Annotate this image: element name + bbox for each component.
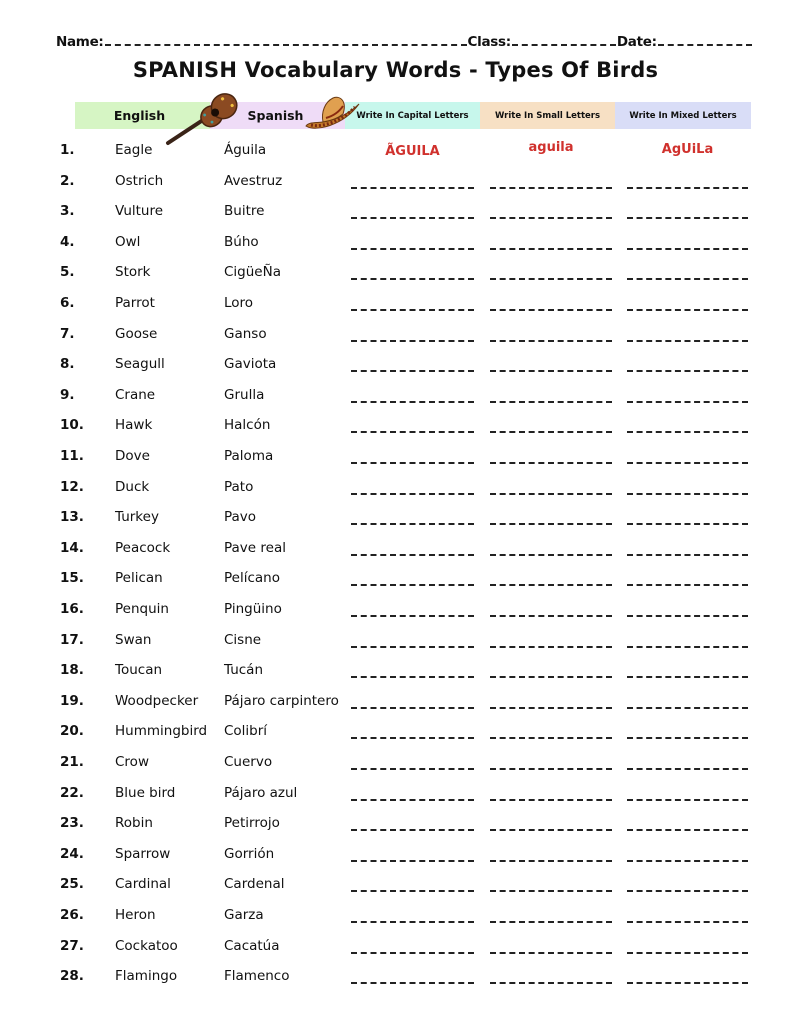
spanish-word: Tucán — [224, 662, 264, 679]
row-number: 1. — [60, 142, 75, 158]
mixed-letters-blank[interactable] — [627, 968, 748, 984]
row-number: 17. — [60, 631, 84, 648]
capital-letters-blank[interactable] — [351, 662, 474, 678]
row-number: 2. — [60, 172, 75, 189]
english-word: Blue bird — [115, 784, 176, 801]
table-row — [0, 876, 791, 898]
spanish-word: CigüeÑa — [224, 264, 281, 281]
small-letters-blank[interactable] — [490, 907, 612, 923]
row-number: 5. — [60, 264, 75, 281]
student-info-line — [56, 32, 748, 52]
table-row — [0, 142, 791, 164]
capital-letters-blank[interactable] — [351, 326, 474, 342]
capital-letters-blank[interactable] — [351, 754, 474, 770]
row-number: 8. — [60, 356, 75, 373]
table-row — [0, 693, 791, 715]
small-letters-blank[interactable] — [490, 479, 612, 495]
english-word: Pelican — [115, 570, 163, 587]
table-row — [0, 234, 791, 256]
spanish-word: Cuervo — [224, 754, 273, 770]
mixed-letters-blank[interactable] — [627, 815, 748, 831]
row-number: 7. — [60, 325, 75, 342]
row-number: 14. — [60, 539, 84, 556]
date-field[interactable] — [658, 32, 752, 46]
table-row — [0, 846, 791, 868]
spanish-word: Pato — [224, 478, 254, 495]
spanish-word: Pelícano — [224, 570, 280, 587]
mixed-letters-blank[interactable] — [627, 754, 748, 770]
column-header-spanish-label: Spanish — [247, 108, 304, 123]
spanish-word: Pájaro azul — [224, 784, 298, 801]
mixed-letters-blank[interactable] — [627, 356, 748, 372]
guitar-icon — [162, 90, 242, 148]
mixed-letters-blank[interactable] — [627, 448, 748, 464]
english-word: Parrot — [115, 295, 155, 311]
class-field[interactable] — [512, 32, 616, 46]
row-number: 15. — [60, 570, 84, 587]
capital-letters-blank[interactable] — [351, 693, 474, 709]
table-row — [0, 754, 791, 776]
mixed-letters-blank[interactable] — [627, 509, 748, 525]
small-letters-blank[interactable] — [490, 693, 612, 709]
small-letters-blank[interactable] — [490, 754, 612, 770]
spanish-word: Paloma — [224, 448, 274, 464]
english-word: Woodpecker — [115, 692, 199, 709]
table-row — [0, 540, 791, 562]
english-word: Goose — [115, 325, 158, 342]
date-label: Date: — [616, 34, 657, 50]
english-word: Peacock — [115, 539, 171, 556]
row-number: 21. — [60, 754, 84, 770]
class-label: Class: — [467, 34, 511, 50]
english-word: Duck — [115, 478, 150, 495]
mixed-letters-blank[interactable] — [627, 540, 748, 556]
table-row — [0, 173, 791, 195]
mixed-letters-blank[interactable] — [627, 938, 748, 954]
english-word: Hummingbird — [115, 723, 208, 740]
capital-letters-blank[interactable] — [351, 356, 474, 372]
mixed-letters-blank[interactable] — [627, 693, 748, 709]
spanish-word: Gorrión — [224, 845, 275, 862]
small-letters-blank[interactable] — [490, 938, 612, 954]
row-number: 12. — [60, 478, 84, 495]
row-number: 23. — [60, 815, 84, 832]
mixed-letters-blank[interactable] — [627, 723, 748, 739]
small-letters-blank[interactable] — [490, 570, 612, 586]
table-row — [0, 509, 791, 531]
capital-letters-blank[interactable] — [351, 448, 474, 464]
row-number: 4. — [60, 233, 75, 250]
small-letters-blank[interactable] — [490, 846, 612, 862]
row-number: 3. — [60, 203, 75, 220]
spanish-word: Pave real — [224, 539, 286, 556]
capital-letters-blank[interactable] — [351, 264, 474, 280]
english-word: Crane — [115, 386, 156, 403]
english-word: Sparrow — [115, 845, 171, 862]
mixed-letters-blank[interactable] — [627, 295, 748, 311]
capital-letters-blank[interactable] — [351, 968, 474, 984]
column-header-capital — [345, 102, 480, 129]
spanish-word: Buitre — [224, 203, 265, 220]
sombrero-icon — [303, 92, 363, 134]
table-row — [0, 968, 791, 990]
row-number: 9. — [60, 386, 75, 403]
table-row — [0, 295, 791, 317]
english-word: Cockatoo — [115, 937, 178, 954]
spanish-word: Búho — [224, 233, 259, 250]
spanish-word: Ganso — [224, 325, 267, 342]
small-letters-blank[interactable] — [490, 264, 612, 280]
mixed-letters-blank[interactable] — [627, 632, 748, 648]
small-letters-blank[interactable] — [490, 876, 612, 892]
table-row — [0, 264, 791, 286]
table-row — [0, 417, 791, 439]
small-letters-blank[interactable] — [490, 785, 612, 801]
small-letters-blank[interactable] — [490, 509, 612, 525]
capital-letters-blank[interactable] — [351, 907, 474, 923]
capital-letters-blank[interactable] — [351, 387, 474, 403]
spanish-word: Cisne — [224, 631, 262, 648]
spanish-word: Petirrojo — [224, 815, 280, 832]
row-number: 16. — [60, 601, 84, 617]
small-letters-blank[interactable] — [490, 968, 612, 984]
spanish-word: Flamenco — [224, 968, 290, 985]
small-letters-blank[interactable] — [490, 326, 612, 342]
mixed-letters-blank[interactable] — [627, 907, 748, 923]
mixed-letters-blank[interactable] — [627, 479, 748, 495]
small-letters-blank[interactable] — [490, 203, 612, 219]
row-number: 6. — [60, 295, 75, 311]
small-letters-blank[interactable] — [490, 815, 612, 831]
mixed-letters-blank[interactable] — [627, 601, 748, 617]
small-letters-blank[interactable] — [490, 540, 612, 556]
mixed-letters-blank[interactable] — [627, 203, 748, 219]
mixed-letters-blank[interactable] — [627, 417, 748, 433]
capital-letters-blank[interactable] — [351, 234, 474, 250]
english-word: Hawk — [115, 417, 153, 434]
english-word: Flamingo — [115, 968, 178, 985]
row-number: 26. — [60, 907, 84, 923]
table-row — [0, 570, 791, 592]
table-row — [0, 203, 791, 225]
capital-letters-blank[interactable] — [351, 632, 474, 648]
column-header-mixed-label: Write In Mixed Letters — [629, 110, 737, 121]
row-number: 24. — [60, 845, 84, 862]
table-row — [0, 632, 791, 654]
table-row — [0, 326, 791, 348]
row-number: 13. — [60, 509, 84, 526]
row-number: 18. — [60, 662, 84, 679]
capital-letters-blank[interactable] — [351, 785, 474, 801]
spanish-word: Garza — [224, 907, 264, 923]
english-word: Eagle — [115, 142, 153, 158]
column-header-capital-label: Write In Capital Letters — [356, 110, 469, 121]
mixed-letters-blank[interactable] — [627, 173, 748, 189]
small-letters-blank[interactable] — [490, 632, 612, 648]
english-word: Heron — [115, 907, 156, 923]
name-label: Name: — [56, 34, 104, 50]
name-field[interactable] — [105, 32, 467, 46]
row-number: 19. — [60, 692, 84, 709]
row-number: 27. — [60, 937, 84, 954]
table-row — [0, 448, 791, 470]
small-letters-blank[interactable] — [490, 356, 612, 372]
mixed-letters-blank[interactable] — [627, 264, 748, 280]
column-header-mixed — [615, 102, 751, 129]
english-word: Cardinal — [115, 876, 171, 893]
english-word: Seagull — [115, 356, 165, 373]
spanish-word: Pájaro carpintero — [224, 692, 339, 709]
table-row — [0, 815, 791, 837]
row-number: 20. — [60, 723, 84, 740]
mixed-letters-blank[interactable] — [627, 846, 748, 862]
mixed-letters-blank[interactable] — [627, 785, 748, 801]
table-row — [0, 907, 791, 929]
spanish-word: Cacatúa — [224, 937, 280, 954]
capital-letters-blank[interactable] — [351, 601, 474, 617]
mixed-letters-blank[interactable] — [627, 387, 748, 403]
capital-letters-blank[interactable] — [351, 846, 474, 862]
row-number: 11. — [60, 448, 84, 464]
spanish-word: Avestruz — [224, 172, 283, 189]
english-word: Stork — [115, 264, 151, 281]
spanish-word: Halcón — [224, 417, 271, 434]
english-word: Toucan — [115, 662, 163, 679]
table-row — [0, 356, 791, 378]
mixed-letters-blank[interactable] — [627, 876, 748, 892]
spanish-word: Águila — [224, 142, 267, 158]
english-word: Crow — [115, 754, 149, 770]
example-small: aguila — [528, 140, 574, 155]
mixed-letters-blank[interactable] — [627, 234, 748, 250]
english-word: Ostrich — [115, 172, 164, 189]
spanish-word: Loro — [224, 295, 254, 311]
spanish-word: Pavo — [224, 509, 257, 526]
example-mixed: AgUiLa — [661, 142, 714, 157]
small-letters-blank[interactable] — [490, 234, 612, 250]
table-row — [0, 601, 791, 623]
row-number: 22. — [60, 784, 84, 801]
row-number: 25. — [60, 876, 84, 893]
capital-letters-blank[interactable] — [351, 938, 474, 954]
small-letters-blank[interactable] — [490, 387, 612, 403]
english-word: Robin — [115, 815, 153, 832]
page-title: SPANISH Vocabulary Words - Types Of Birds — [132, 58, 659, 82]
small-letters-blank[interactable] — [490, 662, 612, 678]
small-letters-blank[interactable] — [490, 723, 612, 739]
capital-letters-blank[interactable] — [351, 723, 474, 739]
small-letters-blank[interactable] — [490, 601, 612, 617]
capital-letters-blank[interactable] — [351, 479, 474, 495]
capital-letters-blank[interactable] — [351, 876, 474, 892]
mixed-letters-blank[interactable] — [627, 570, 748, 586]
english-word: Owl — [115, 233, 141, 250]
small-letters-blank[interactable] — [490, 173, 612, 189]
english-word: Penquin — [115, 601, 169, 617]
mixed-letters-blank[interactable] — [627, 326, 748, 342]
mixed-letters-blank[interactable] — [627, 662, 748, 678]
column-header-english-label: English — [113, 108, 166, 123]
row-number: 28. — [60, 968, 84, 985]
english-word: Turkey — [115, 509, 159, 526]
table-row — [0, 723, 791, 745]
table-row — [0, 938, 791, 960]
table-row — [0, 662, 791, 684]
table-row — [0, 785, 791, 807]
example-capital: ÃGUILA — [385, 144, 440, 159]
capital-letters-blank[interactable] — [351, 203, 474, 219]
spanish-word: Grulla — [224, 386, 265, 403]
english-word: Dove — [115, 448, 150, 464]
row-number: 10. — [60, 417, 84, 434]
english-word: Vulture — [115, 203, 164, 220]
capital-letters-blank[interactable] — [351, 540, 474, 556]
small-letters-blank[interactable] — [490, 417, 612, 433]
capital-letters-blank[interactable] — [351, 570, 474, 586]
small-letters-blank[interactable] — [490, 295, 612, 311]
spanish-word: Colibrí — [224, 723, 268, 740]
capital-letters-blank[interactable] — [351, 173, 474, 189]
column-header-small — [480, 102, 615, 129]
table-row — [0, 387, 791, 409]
small-letters-blank[interactable] — [490, 448, 612, 464]
capital-letters-blank[interactable] — [351, 417, 474, 433]
column-header-small-label: Write In Small Letters — [494, 110, 601, 121]
capital-letters-blank[interactable] — [351, 295, 474, 311]
spanish-word: Pingüino — [224, 601, 282, 617]
capital-letters-blank[interactable] — [351, 815, 474, 831]
spanish-word: Gaviota — [224, 356, 277, 373]
spanish-word: Cardenal — [224, 876, 285, 893]
table-row — [0, 479, 791, 501]
capital-letters-blank[interactable] — [351, 509, 474, 525]
english-word: Swan — [115, 631, 152, 648]
